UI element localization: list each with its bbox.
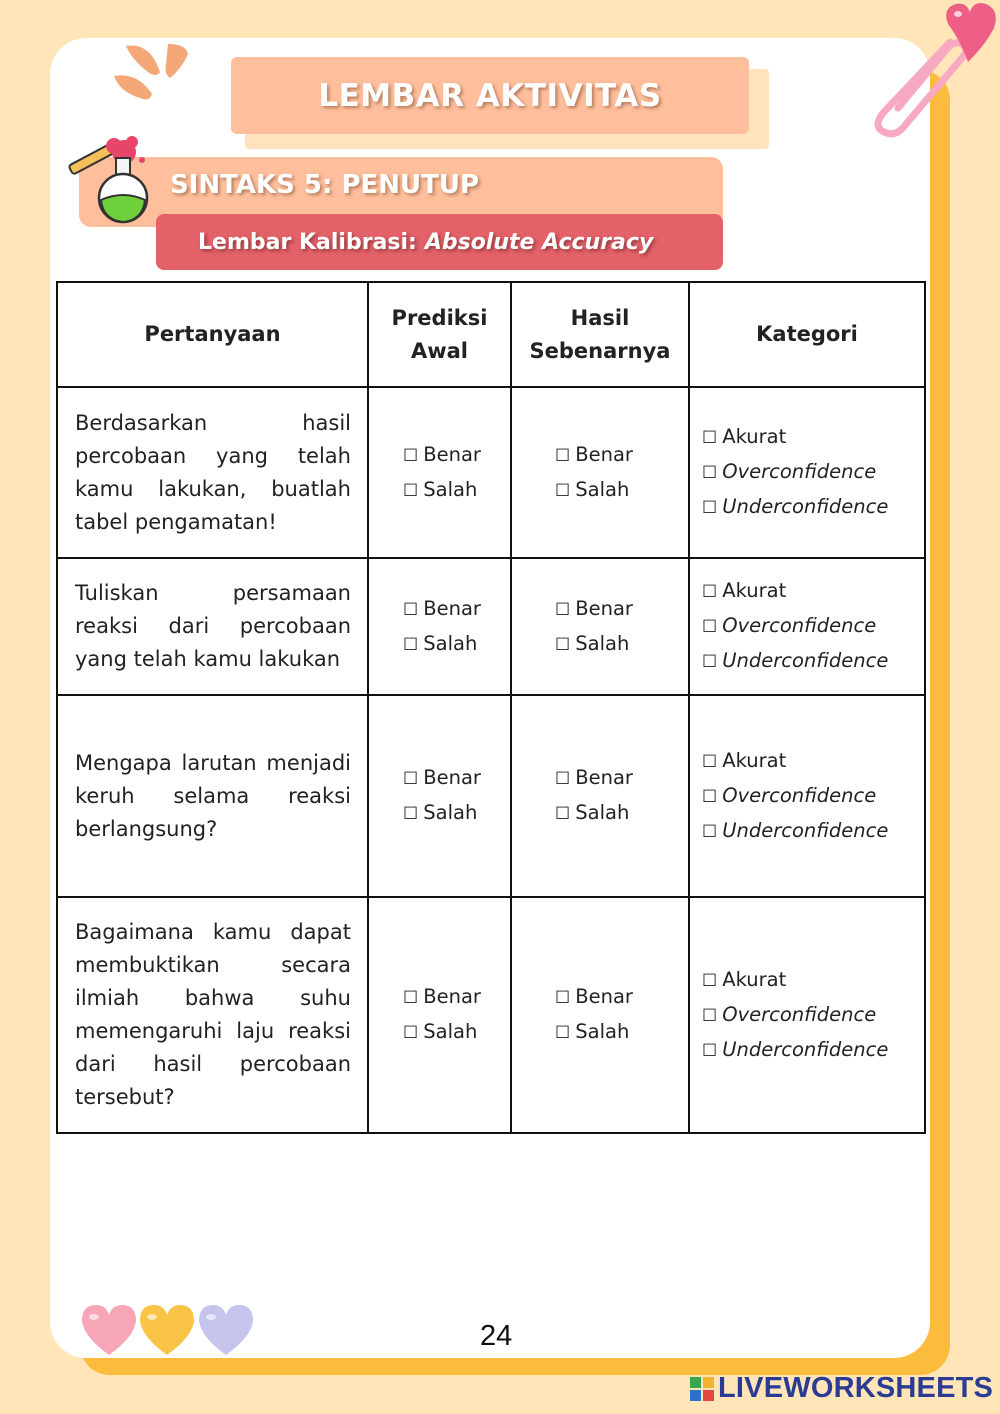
- option-label: Salah: [423, 1020, 478, 1043]
- actual-cell: [511, 897, 689, 1133]
- actual-salah-checkbox[interactable]: [555, 1015, 688, 1050]
- table-row: [57, 387, 925, 558]
- title-banner: [231, 57, 749, 134]
- header-prediction-line2: Awal: [410, 338, 469, 363]
- syntax-title: SINTAKS 5: PENUTUP: [170, 170, 480, 200]
- header-category: Kategori: [689, 282, 925, 387]
- category-overconfidence-checkbox[interactable]: [702, 779, 924, 814]
- checkbox-icon: ☐: [403, 804, 419, 824]
- prediction-salah-checkbox[interactable]: [403, 796, 510, 831]
- table-row: [57, 695, 925, 897]
- flask-icon: [66, 130, 162, 226]
- prediction-cell: [368, 387, 511, 558]
- option-label: Overconfidence: [722, 460, 877, 483]
- checkbox-icon: ☐: [555, 599, 571, 620]
- checkbox-icon: ☐: [403, 480, 419, 501]
- checkbox-icon: ☐: [403, 1023, 419, 1043]
- prediction-salah-checkbox[interactable]: [403, 473, 510, 508]
- actual-salah-checkbox[interactable]: [555, 473, 688, 508]
- category-cell: [689, 695, 925, 897]
- actual-cell: [511, 695, 689, 897]
- option-label: Akurat: [722, 967, 787, 991]
- option-label: Benar: [575, 442, 633, 466]
- category-overconfidence-checkbox[interactable]: [702, 609, 924, 644]
- actual-salah-checkbox[interactable]: [555, 796, 688, 831]
- actual-cell: [511, 387, 689, 558]
- question-cell: Bagaimana kamu dapat membuktikan secara ilmiah bahwa suhu memengaruhi laju reaksi dari hasil percobaan tersebut?: [57, 897, 368, 1133]
- option-label: Overconfidence: [722, 1002, 877, 1026]
- calibration-table: [56, 281, 926, 1134]
- option-label: Benar: [423, 442, 481, 466]
- checkbox-icon: ☐: [702, 582, 718, 602]
- header-prediction-line1: Prediksi: [391, 305, 488, 330]
- category-cell: [689, 897, 925, 1133]
- question-cell: Mengapa larutan menjadi keruh selama reaksi berlangsung?: [57, 695, 368, 897]
- header-question: Pertanyaan: [57, 282, 368, 387]
- category-overconfidence-checkbox[interactable]: [702, 998, 924, 1033]
- option-label: Akurat: [722, 748, 787, 772]
- option-label: Underconfidence: [722, 649, 889, 672]
- checkbox-icon: ☐: [555, 480, 571, 501]
- actual-benar-checkbox[interactable]: [555, 438, 688, 473]
- option-label: Salah: [575, 801, 630, 824]
- prediction-salah-checkbox[interactable]: [403, 627, 510, 662]
- table-row: [57, 897, 925, 1133]
- checkbox-icon: ☐: [702, 617, 718, 637]
- prediction-benar-checkbox[interactable]: [403, 980, 510, 1015]
- option-label: Salah: [575, 1020, 630, 1043]
- checkbox-icon: ☐: [702, 1040, 718, 1061]
- checkbox-icon: ☐: [702, 751, 718, 772]
- checkbox-icon: ☐: [702, 1005, 718, 1026]
- brand-name: LIVEWORKSHEETS: [718, 1372, 994, 1404]
- calibration-banner: [156, 214, 723, 270]
- option-label: Underconfidence: [722, 495, 889, 518]
- category-underconfidence-checkbox[interactable]: [702, 814, 924, 849]
- checkbox-icon: ☐: [702, 786, 718, 807]
- prediction-cell: [368, 558, 511, 695]
- paperclip-heart-icon: [862, 0, 1000, 140]
- checkbox-icon: ☐: [702, 428, 718, 448]
- option-label: Salah: [423, 477, 478, 501]
- actual-benar-checkbox[interactable]: [555, 980, 688, 1015]
- actual-cell: [511, 558, 689, 695]
- sparkle-icon: [110, 38, 190, 104]
- checkbox-icon: ☐: [403, 988, 419, 1008]
- actual-salah-checkbox[interactable]: [555, 627, 688, 662]
- actual-benar-checkbox[interactable]: [555, 592, 688, 627]
- option-label: Salah: [423, 631, 478, 655]
- calibration-label: Lembar Kalibrasi:: [198, 229, 417, 255]
- checkbox-icon: ☐: [555, 634, 571, 655]
- header-actual-line2: Sebenarnya: [529, 338, 671, 363]
- checkbox-icon: ☐: [403, 634, 419, 655]
- actual-benar-checkbox[interactable]: [555, 761, 688, 796]
- category-underconfidence-checkbox[interactable]: [702, 644, 924, 679]
- checkbox-icon: ☐: [702, 652, 718, 672]
- header-actual-line1: Hasil: [570, 305, 630, 330]
- checkbox-icon: ☐: [555, 445, 571, 466]
- prediction-benar-checkbox[interactable]: [403, 592, 510, 627]
- checkbox-icon: ☐: [702, 970, 718, 991]
- calibration-italic: Absolute Accuracy: [424, 229, 654, 255]
- checkbox-icon: ☐: [403, 599, 419, 620]
- category-cell: [689, 387, 925, 558]
- option-label: Benar: [575, 596, 633, 620]
- option-label: Overconfidence: [722, 614, 877, 637]
- category-underconfidence-checkbox[interactable]: [702, 490, 924, 525]
- option-label: Underconfidence: [722, 818, 889, 842]
- liveworksheets-logo-icon: [690, 1377, 714, 1401]
- prediction-benar-checkbox[interactable]: [403, 438, 510, 473]
- option-label: Salah: [575, 631, 630, 655]
- option-label: Benar: [423, 766, 481, 789]
- option-label: Overconfidence: [722, 783, 877, 807]
- category-akurat-checkbox[interactable]: [702, 963, 924, 998]
- hearts-decoration-icon: [80, 1303, 258, 1359]
- option-label: Underconfidence: [722, 1037, 889, 1061]
- table-row: [57, 558, 925, 695]
- table-header-row: [57, 282, 925, 387]
- header-prediction: [368, 282, 511, 387]
- prediction-cell: [368, 897, 511, 1133]
- checkbox-icon: ☐: [702, 463, 718, 483]
- question-cell: Tuliskan persamaan reaksi dari percobaan yang telah kamu lakukan: [57, 558, 368, 695]
- category-akurat-checkbox[interactable]: [702, 574, 924, 609]
- option-label: Akurat: [722, 579, 787, 602]
- option-label: Benar: [575, 766, 633, 789]
- option-label: Benar: [423, 985, 481, 1008]
- option-label: Akurat: [722, 425, 787, 448]
- category-underconfidence-checkbox[interactable]: [702, 1033, 924, 1068]
- prediction-cell: [368, 695, 511, 897]
- option-label: Benar: [575, 985, 633, 1008]
- checkbox-icon: ☐: [702, 498, 718, 518]
- checkbox-icon: ☐: [403, 769, 419, 789]
- category-overconfidence-checkbox[interactable]: [702, 455, 924, 490]
- question-cell: Berdasarkan hasil percobaan yang telah kamu lakukan, buatlah tabel pengamatan!: [57, 387, 368, 558]
- checkbox-icon: ☐: [555, 769, 571, 789]
- checkbox-icon: ☐: [702, 821, 718, 842]
- prediction-salah-checkbox[interactable]: [403, 1015, 510, 1050]
- page-title: LEMBAR AKTIVITAS: [318, 77, 662, 114]
- header-actual: [511, 282, 689, 387]
- liveworksheets-logo[interactable]: [690, 1372, 993, 1405]
- category-akurat-checkbox[interactable]: [702, 744, 924, 779]
- page-number: 24: [480, 1320, 513, 1352]
- option-label: Salah: [423, 801, 478, 824]
- category-cell: [689, 558, 925, 695]
- checkbox-icon: ☐: [555, 988, 571, 1008]
- prediction-benar-checkbox[interactable]: [403, 761, 510, 796]
- checkbox-icon: ☐: [555, 1023, 571, 1043]
- option-label: Salah: [575, 477, 630, 501]
- option-label: Benar: [423, 596, 481, 620]
- checkbox-icon: ☐: [403, 445, 419, 466]
- category-akurat-checkbox[interactable]: [702, 420, 924, 455]
- checkbox-icon: ☐: [555, 804, 571, 824]
